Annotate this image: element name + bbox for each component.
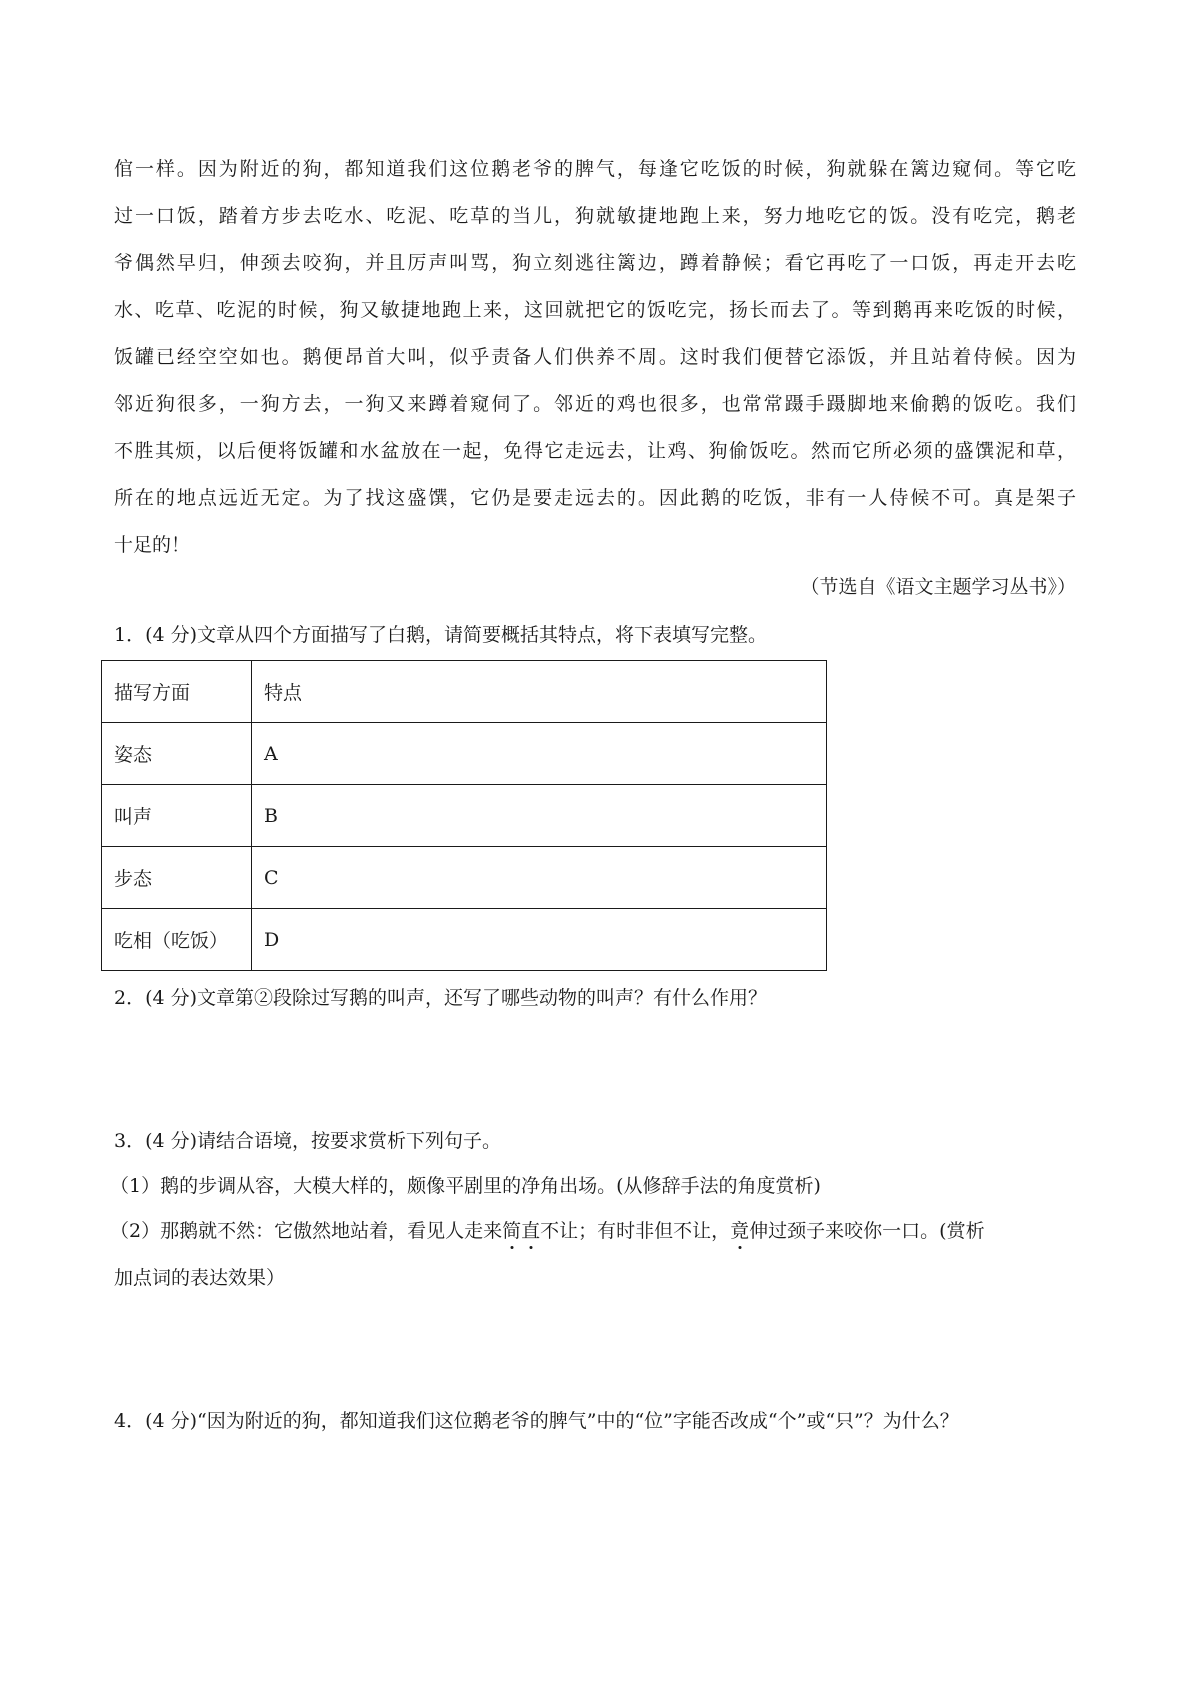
table-row (102, 785, 827, 847)
question-3-sub-1: （1）鹅的步调从容，大模大样的，颇像平剧里的净角出场。(从修辞手法的角度赏析) (110, 1175, 821, 1197)
table-cell-feature: C (252, 847, 827, 909)
sub2-text-a: （2）那鹅就不然：它傲然地站着，看见人走来 (110, 1220, 503, 1242)
table-cell-feature: D (252, 909, 827, 971)
table-header-aspect: 描写方面 (102, 661, 252, 723)
question-3-sub-2 (110, 1216, 1076, 1246)
table-cell-feature: A (252, 723, 827, 785)
table-cell-feature: B (252, 785, 827, 847)
passage (114, 146, 1076, 569)
table-row (102, 847, 827, 909)
passage-line: 所在的地点远近无定。为了找这盛馔，它仍是要走远去的。因此鹅的吃饭，非有一人侍候不可。真是架子 (114, 487, 1076, 509)
question-3-sub-2-continued: 加点词的表达效果） (114, 1267, 286, 1289)
passage-line: 倌一样。因为附近的狗，都知道我们这位鹅老爷的脾气，每逢它吃饭的时候，狗就躲在篱边窥伺。等它吃 (114, 158, 1076, 180)
question-4: 4．(4 分)“因为附近的狗，都知道我们这位鹅老爷的脾气”中的“位”字能否改成“个”或“只”？为什么？ (114, 1410, 959, 1432)
passage-line: 邻近狗很多，一狗方去，一狗又来蹲着窥伺了。邻近的鸡也很多，也常常蹑手蹑脚地来偷鹅的饭吃。我们 (114, 393, 1076, 415)
passage-line: 十足的！ (114, 534, 191, 556)
table-cell-aspect: 步态 (102, 847, 252, 909)
question-1: 1．(4 分)文章从四个方面描写了白鹅，请简要概括其特点，将下表填写完整。 (114, 624, 768, 646)
sub2-text-b: 不让；有时非但不让， (540, 1220, 731, 1242)
dotted-word: 直 (521, 1220, 541, 1242)
table-cell-aspect: 姿态 (102, 723, 252, 785)
passage-line: 饭罐已经空空如也。鹅便昂首大叫，似乎责备人们供养不周。这时我们便替它添饭，并且站着侍候。因为 (114, 346, 1076, 368)
table-header-feature: 特点 (252, 661, 827, 723)
sub2-text-c: 伸过颈子来咬你一口。(赏析 (749, 1220, 985, 1242)
table-cell-aspect: 叫声 (102, 785, 252, 847)
question-2: 2．(4 分)文章第②段除过写鹅的叫声，还写了哪些动物的叫声？有什么作用？ (114, 987, 768, 1009)
passage-line: 水、吃草、吃泥的时候，狗又敏捷地跑上来，这回就把它的饭吃完，扬长而去了。等到鹅再来吃饭的时候， (114, 299, 1076, 321)
dotted-word: 竟 (730, 1220, 750, 1242)
question-3: 3．(4 分)请结合语境，按要求赏析下列句子。 (114, 1130, 502, 1152)
table-row (102, 909, 827, 971)
passage-line: 不胜其烦，以后便将饭罐和水盆放在一起，免得它走远去，让鸡、狗偷饭吃。然而它所必须的盛馔泥和草， (114, 440, 1076, 462)
passage-line: 爷偶然早归，伸颈去咬狗，并且厉声叫骂，狗立刻逃往篱边，蹲着静候；看它再吃了一口饭，再走开去吃 (114, 252, 1076, 274)
table-header-row (102, 661, 827, 723)
passage-line: 过一口饭，踏着方步去吃水、吃泥、吃草的当儿，狗就敏捷地跑上来，努力地吃它的饭。没有吃完，鹅老 (114, 205, 1076, 227)
table-row (102, 723, 827, 785)
table-cell-aspect: 吃相（吃饭） (102, 909, 252, 971)
answer-table (101, 660, 827, 971)
passage-source: （节选自《语文主题学习丛书》） (800, 576, 1076, 598)
dotted-word: 简 (502, 1220, 522, 1242)
